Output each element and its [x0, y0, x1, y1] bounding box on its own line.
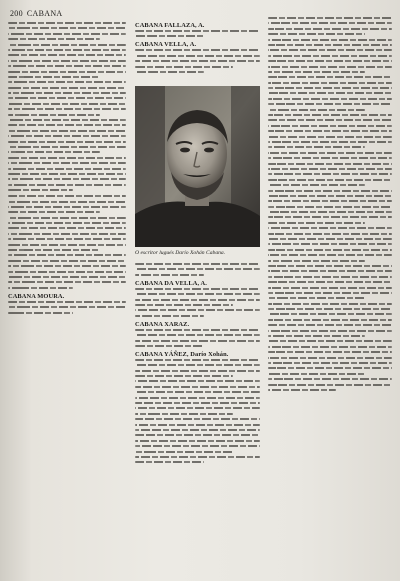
text-line [8, 22, 126, 24]
text-line [8, 184, 126, 186]
entry-2-4 [135, 280, 260, 317]
text-line [268, 340, 392, 342]
text-line [268, 367, 392, 369]
text-line [135, 424, 260, 426]
text-line [8, 124, 126, 126]
entry-2-5 [135, 321, 260, 347]
text-line [8, 233, 126, 235]
text-line [8, 92, 126, 94]
text-line [8, 157, 126, 159]
text-line [8, 108, 126, 110]
entry-1-2 [8, 195, 126, 289]
text-line [268, 119, 392, 121]
text-line [268, 313, 392, 315]
text-line [135, 288, 260, 290]
text-line [268, 103, 392, 105]
text-line [8, 281, 126, 283]
text-line [268, 216, 392, 218]
text-line [268, 190, 392, 192]
text-line [268, 200, 392, 202]
text-line [268, 60, 392, 62]
text-line [8, 254, 126, 256]
text-line [8, 217, 126, 219]
text-line [8, 71, 126, 73]
entry-body [135, 49, 260, 73]
text-line [8, 146, 126, 148]
text-line [135, 299, 260, 301]
text-line [135, 407, 260, 409]
entry-body [268, 17, 392, 391]
text-line [268, 92, 392, 94]
text-line [268, 141, 392, 143]
text-line [268, 114, 392, 116]
entry-body [8, 22, 126, 191]
text-line [268, 136, 392, 138]
text-line [268, 130, 392, 132]
text-line [268, 76, 392, 78]
text-line [8, 135, 126, 137]
entry-body [135, 359, 260, 463]
entry-1-1 [8, 22, 126, 191]
text-line [268, 22, 392, 24]
text-line [268, 146, 365, 148]
text-line [8, 151, 100, 153]
text-line [268, 249, 392, 251]
text-line [135, 268, 260, 270]
entry-body [8, 301, 126, 314]
text-line [135, 370, 260, 372]
text-line [268, 55, 392, 57]
text-line [8, 271, 126, 273]
text-line [268, 351, 392, 353]
text-line [268, 71, 365, 73]
text-line [8, 168, 126, 170]
text-line [268, 87, 392, 89]
page-number: 200 [10, 9, 23, 18]
text-line [135, 451, 233, 453]
text-line [268, 292, 392, 294]
entry-headword: CABANA FALLAZA, A. [135, 22, 205, 29]
text-line [8, 173, 126, 175]
text-column-2-bottom [135, 263, 260, 467]
text-line [135, 293, 260, 295]
author-portrait-image [135, 86, 260, 247]
text-line [135, 66, 233, 68]
text-line [135, 380, 260, 382]
text-line [8, 141, 126, 143]
text-line [268, 222, 365, 224]
text-line [8, 227, 126, 229]
entry-body [135, 30, 260, 37]
text-line [135, 375, 233, 377]
text-line [135, 304, 233, 306]
text-line [135, 456, 260, 458]
text-line [268, 168, 392, 170]
text-line [8, 60, 126, 62]
text-line [268, 287, 392, 289]
text-line [268, 233, 392, 235]
text-line [8, 189, 73, 191]
photo-caption: O escritor lugués Darío Xohán Cabana. [135, 250, 226, 256]
text-line [135, 364, 260, 366]
text-line [135, 60, 260, 62]
author-photo [135, 86, 260, 247]
text-line [268, 44, 392, 46]
text-line [268, 17, 392, 19]
text-line [8, 312, 73, 314]
text-line [8, 49, 126, 51]
text-line [268, 39, 392, 41]
text-line [268, 66, 392, 68]
text-line [268, 384, 392, 386]
text-line [268, 157, 392, 159]
text-line [135, 263, 260, 265]
text-line [8, 114, 100, 116]
entry-2-2 [135, 41, 260, 73]
text-line [135, 49, 260, 51]
text-line [135, 345, 204, 347]
entry-headword: CABANA XARAZ. [135, 320, 190, 328]
text-line [8, 206, 126, 208]
text-line [268, 276, 392, 278]
text-line [8, 265, 126, 267]
text-line [268, 362, 392, 364]
text-line [135, 386, 260, 388]
entry-body [8, 195, 126, 289]
text-line [268, 179, 392, 181]
text-line [8, 27, 126, 29]
text-line [268, 260, 365, 262]
text-line [268, 324, 392, 326]
text-line [135, 30, 260, 32]
text-line [135, 434, 260, 436]
text-line [135, 402, 260, 404]
text-line [268, 270, 392, 272]
text-line [8, 65, 126, 67]
text-line [268, 265, 392, 267]
running-title: CABANA [26, 9, 63, 18]
entry-2-6 [135, 351, 260, 463]
text-line [8, 244, 126, 246]
entry-3-1 [268, 17, 392, 391]
text-line [135, 340, 260, 342]
text-line [268, 357, 392, 359]
text-line [135, 309, 260, 311]
text-line [268, 184, 365, 186]
text-line [8, 33, 126, 35]
text-line [8, 162, 126, 164]
text-line [268, 227, 392, 229]
text-line [135, 429, 260, 431]
text-line [8, 249, 100, 251]
entry-headword: CABANA DA VELLA, A. [135, 279, 207, 287]
text-line [135, 445, 260, 447]
text-line [8, 195, 126, 197]
text-column-3 [268, 17, 392, 395]
text-line [8, 306, 126, 308]
text-line [268, 297, 365, 299]
text-line [8, 178, 126, 180]
entry-2-3 [135, 263, 260, 276]
text-line [268, 378, 392, 380]
text-line [8, 130, 126, 132]
text-line [8, 287, 73, 289]
text-line [8, 103, 126, 105]
text-line [268, 238, 392, 240]
text-line [135, 440, 260, 442]
text-line [268, 335, 365, 337]
text-line [268, 281, 392, 283]
text-line [268, 125, 392, 127]
text-line [268, 163, 392, 165]
text-line [135, 71, 204, 73]
text-line [135, 334, 260, 336]
entry-headword: CABANA VELLA, A. [135, 41, 197, 49]
text-line [268, 211, 392, 213]
text-line [268, 308, 392, 310]
text-line [268, 173, 392, 175]
text-line [8, 301, 126, 303]
text-line [268, 195, 392, 197]
text-line [268, 82, 392, 84]
text-line [135, 35, 204, 37]
text-line [268, 389, 336, 391]
text-line [8, 276, 126, 278]
text-line [8, 76, 100, 78]
text-line [135, 397, 260, 399]
running-head [10, 9, 63, 18]
text-line [268, 303, 392, 305]
text-line [8, 222, 126, 224]
entry-body [135, 263, 260, 276]
entry-body [135, 288, 260, 317]
text-line [8, 260, 126, 262]
text-line [268, 98, 392, 100]
text-line [268, 373, 365, 375]
entry-1-3 [8, 293, 126, 314]
entry-headword: CABANA MOURA. [8, 292, 65, 300]
entry-body [135, 329, 260, 347]
text-line [268, 28, 392, 30]
text-line [268, 346, 392, 348]
text-line [268, 49, 392, 51]
text-line [268, 109, 365, 111]
text-line [135, 359, 260, 361]
text-line [8, 54, 126, 56]
text-line [268, 33, 365, 35]
entry-headword: CABANA YÁÑEZ, Darío Xohán. [135, 350, 229, 358]
text-line [135, 315, 204, 317]
entry-2-1 [135, 22, 260, 37]
text-column-1 [8, 22, 126, 318]
text-line [8, 38, 100, 40]
text-line [8, 201, 126, 203]
text-line [135, 55, 260, 57]
text-line [135, 274, 204, 276]
text-line [8, 97, 126, 99]
text-line [8, 87, 126, 89]
text-line [268, 254, 392, 256]
text-line [135, 329, 260, 331]
text-column-2-top [135, 22, 260, 77]
text-line [135, 461, 204, 463]
text-line [268, 319, 392, 321]
text-line [135, 391, 260, 393]
text-line [135, 413, 233, 415]
text-line [8, 119, 126, 121]
text-line [268, 330, 392, 332]
text-line [268, 152, 392, 154]
text-line [8, 44, 126, 46]
text-line [8, 238, 126, 240]
text-line [8, 81, 126, 83]
text-line [268, 243, 392, 245]
text-line [135, 418, 260, 420]
text-line [8, 211, 100, 213]
text-line [268, 206, 392, 208]
